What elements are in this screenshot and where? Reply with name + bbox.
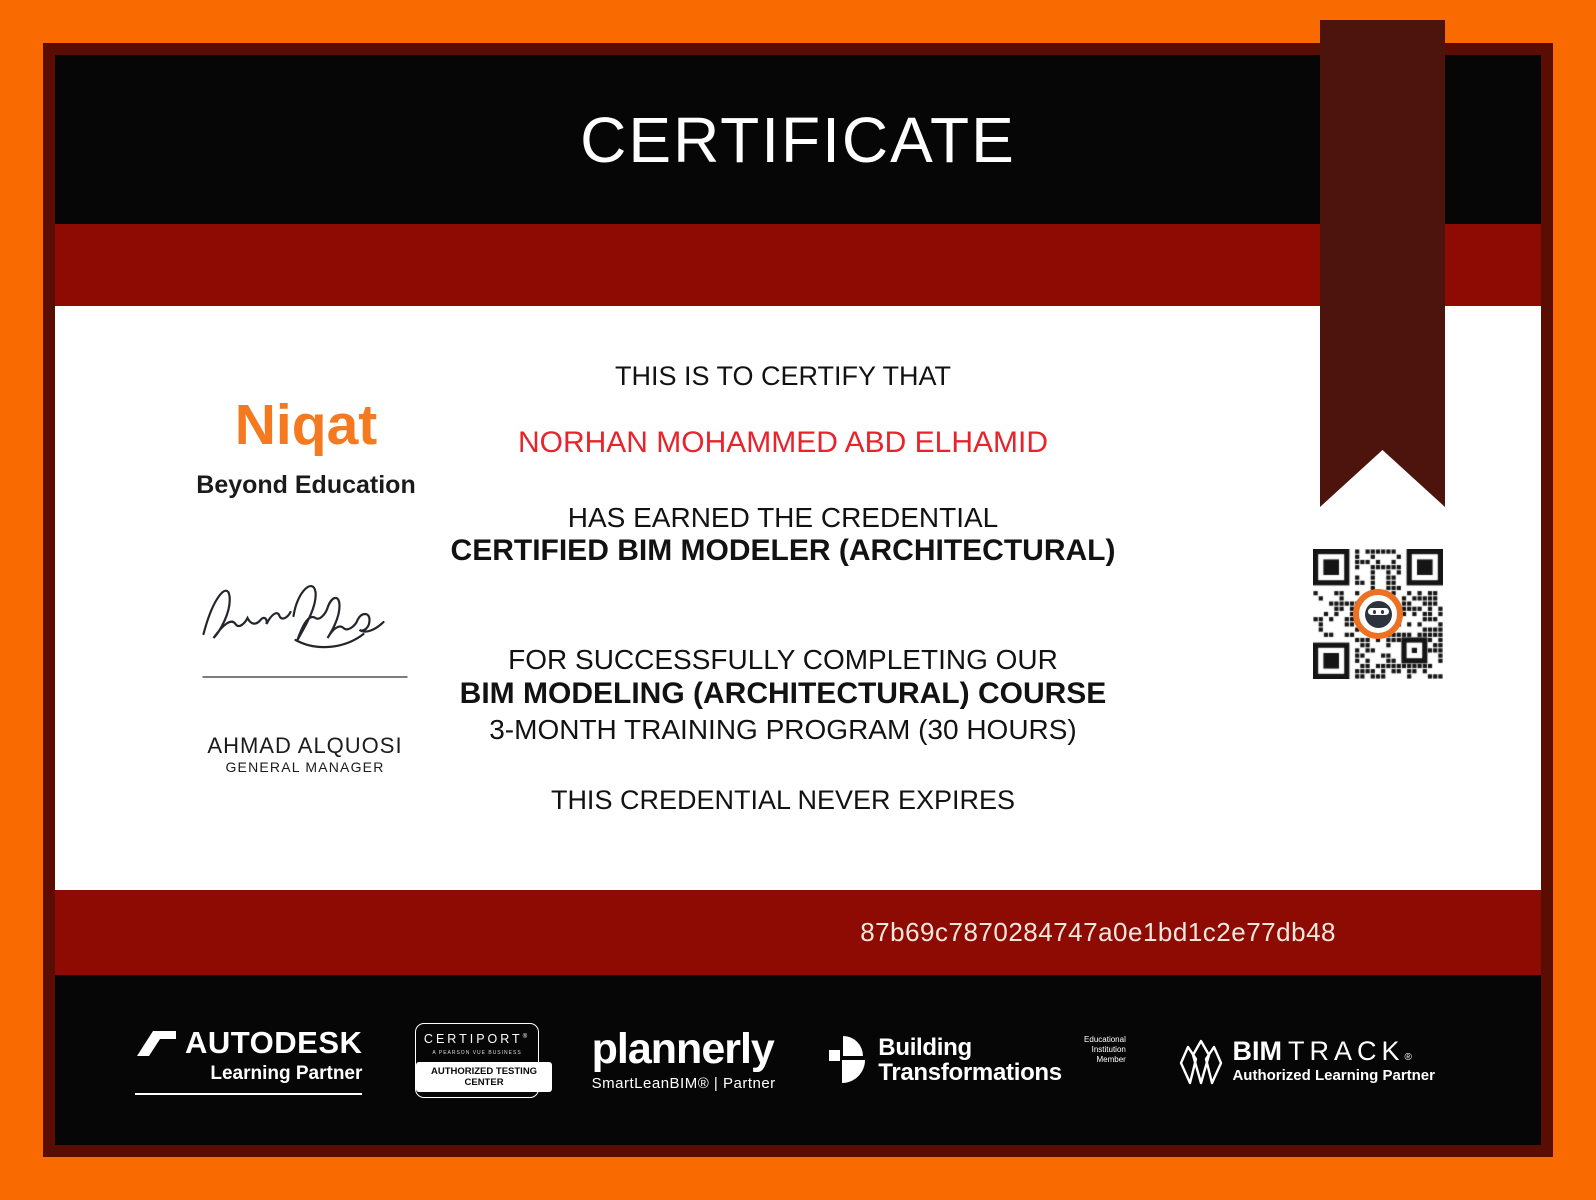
header-band — [55, 55, 1541, 224]
building-transformations-membership: Educational Institution Member — [1084, 1034, 1126, 1064]
signature-line — [203, 676, 408, 678]
autodesk-underline — [135, 1093, 362, 1095]
qr-code — [1313, 549, 1443, 679]
course-name: BIM MODELING (ARCHITECTURAL) COURSE — [459, 677, 1107, 710]
completing-line: FOR SUCCESSFULLY COMPLETING OUR — [508, 644, 1058, 675]
niqat-tagline: Beyond Education — [196, 471, 416, 499]
certificate-title: CERTIFICATE — [580, 103, 1016, 176]
program-line: 3-MONTH TRAINING PROGRAM (30 HOURS) — [489, 714, 1077, 745]
bimtrack-subtitle: Authorized Learning Partner — [1232, 1067, 1435, 1084]
niqat-logo: Niqat — [234, 393, 378, 457]
building-transformations-line2: Transformations — [878, 1059, 1062, 1086]
plannerly-name: plannerly — [591, 1025, 774, 1073]
certiport-testing-center-badge: AUTHORIZED TESTING CENTER — [416, 1062, 552, 1092]
certiport-tagline: A PEARSON VUE BUSINESS — [432, 1049, 522, 1056]
autodesk-logo — [135, 1025, 362, 1095]
partners-band — [55, 975, 1541, 1145]
expiry-line: THIS CREDENTIAL NEVER EXPIRES — [550, 785, 1016, 815]
top-red-stripe — [55, 224, 1541, 306]
autodesk-icon — [135, 1029, 177, 1057]
building-transformations-line1: Building — [878, 1033, 972, 1061]
certify-line: THIS IS TO CERTIFY THAT — [614, 361, 952, 391]
certiport-badge — [415, 1023, 539, 1098]
bimtrack-logo — [1178, 1033, 1435, 1087]
building-transformations-icon — [828, 1034, 868, 1086]
signatory-title: GENERAL MANAGER — [225, 759, 385, 775]
signature-image — [198, 574, 413, 666]
recipient-name: NORHAN MOHAMMED ABD ELHAMID — [517, 426, 1049, 459]
signatory-name: AHMAD ALQUOSI — [207, 733, 403, 758]
plannerly-subtitle: SmartLeanBIM® | Partner — [591, 1075, 776, 1092]
autodesk-subtitle: Learning Partner — [210, 1063, 363, 1084]
plannerly-logo — [591, 1025, 776, 1092]
niqat-ninja-logo-icon — [1353, 589, 1403, 639]
earned-line: HAS EARNED THE CREDENTIAL — [567, 502, 999, 533]
bimtrack-name-bim: BIM — [1232, 1036, 1282, 1066]
credential-name: CERTIFIED BIM MODELER (ARCHITECTURAL) — [450, 534, 1116, 567]
bookmark-ribbon-icon — [1320, 20, 1445, 507]
bimtrack-name-track: TRACK — [1287, 1036, 1405, 1066]
bimtrack-registered-mark: ® — [1404, 1052, 1412, 1063]
credential-id-band — [55, 890, 1541, 975]
bimtrack-icon — [1178, 1033, 1224, 1087]
ninja-face-icon — [1365, 601, 1392, 628]
certiport-name: CERTIPORT® — [423, 1031, 531, 1046]
building-transformations-logo — [828, 1034, 1126, 1086]
autodesk-name: AUTODESK — [185, 1025, 363, 1060]
credential-id: 87b69c7870284747a0e1bd1c2e77db48 — [860, 917, 1336, 947]
